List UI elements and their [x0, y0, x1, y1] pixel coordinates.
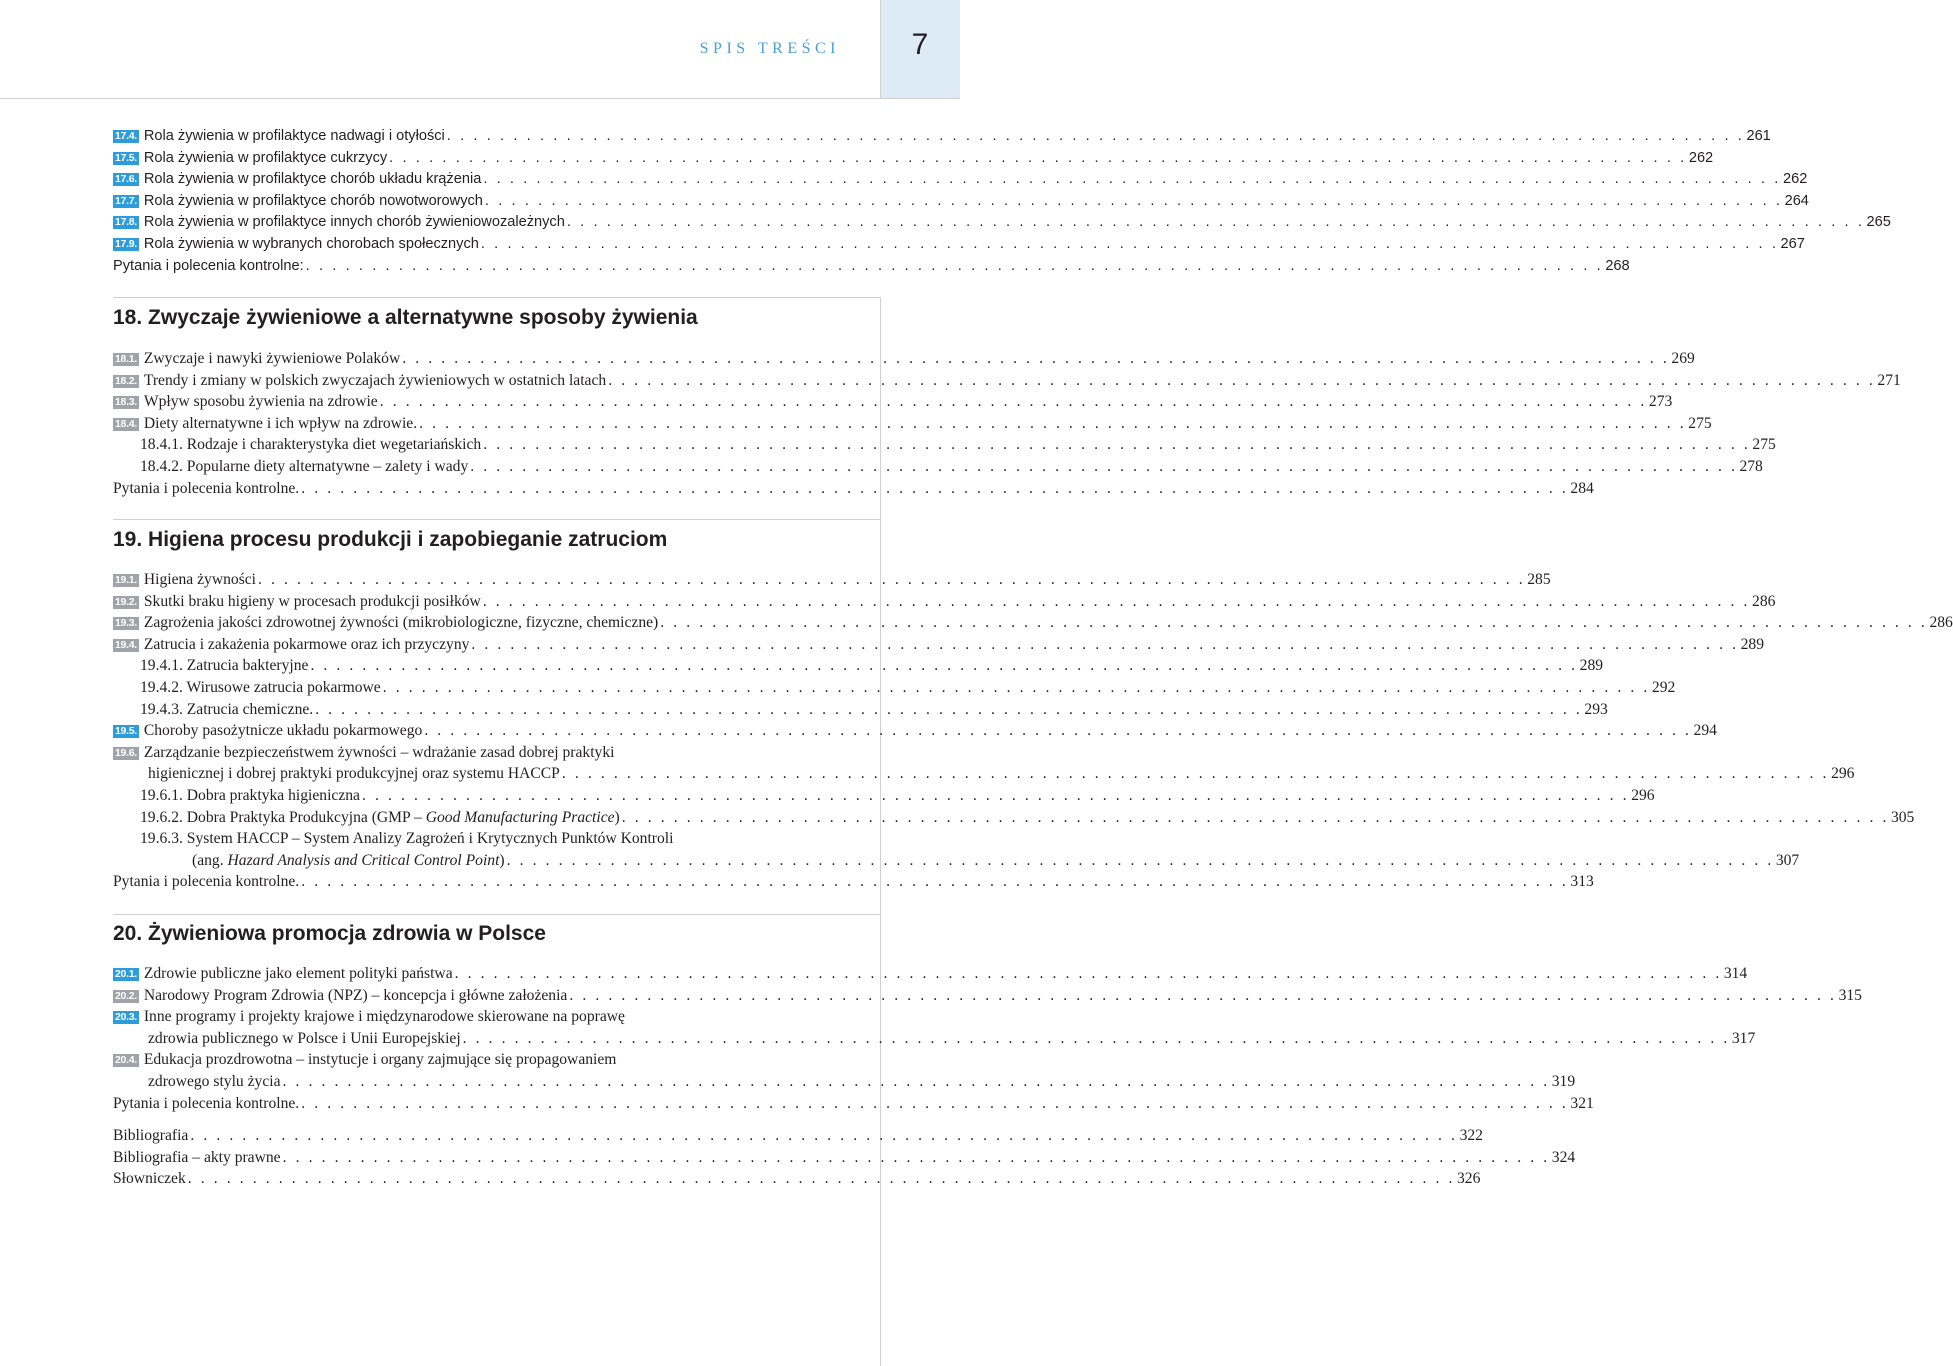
toc-entry[interactable]	[113, 1006, 823, 1028]
leader-dots: . . . . . . . . . . . . . . . . . . . . . . . . . . . . . . . . . . . . . . . . . . . . . . . . . . . . . . . . . . . . . . . . . . . . . . . . . . . . . . . . . . . . . . . . . . . . . . . . . .	[483, 436, 1751, 454]
toc-entry[interactable]	[113, 391, 1673, 413]
section-number-badge: 19.2.	[115, 595, 137, 608]
leader-dots: . . . . . . . . . . . . . . . . . . . . . . . . . . . . . . . . . . . . . . . . . . . . . . . . . . . . . . . . . . . . . . . . . . . . . . . . . . . . . . . . . . . . . . . . . . . . . . . . . .	[301, 1094, 1569, 1112]
toc-back-matter	[113, 1125, 1576, 1190]
toc-entry-label: Rola żywienia w profilaktyce cukrzycy	[143, 149, 388, 166]
toc-entry-questions[interactable]	[113, 478, 1594, 500]
toc-entry[interactable]	[113, 1049, 823, 1071]
leader-dots: . . . . . . . . . . . . . . . . . . . . . . . . . . . . . . . . . . . . . . . . . . . . . . . . . . . . . . . . . . . . . . . . . . . . . . . . . . . . . . . . . . . . . . . . . . . . . . . . . .	[483, 171, 1781, 188]
section-number-badge: 20.4.	[115, 1054, 137, 1067]
toc-entry-page: 264	[1784, 192, 1809, 209]
toc-entry[interactable]	[113, 370, 1901, 392]
toc-entry-page: 322	[1459, 1127, 1483, 1144]
leader-dots: . . . . . . . . . . . . . . . . . . . . . . . . . . . . . . . . . . . . . . . . . . . . . . . . . . . . . . . . . . . . . . . . . . . . . . . . . . . . . . . . . . . . . . . . . . . . . . . . . .	[608, 371, 1876, 389]
toc-entry-label: Pytania i polecenia kontrolne.	[113, 1094, 300, 1112]
leader-dots: . . . . . . . . . . . . . . . . . . . . . . . . . . . . . . . . . . . . . . . . . . . . . . . . . . . . . . . . . . . . . . . . . . . . . . . . . . . . . . . . . . . . . . . . . . . . . . . . . .	[561, 765, 1830, 783]
toc-entry-label: Rola żywienia w profilaktyce chorób układu krążenia	[143, 171, 482, 188]
toc-entry[interactable]	[113, 169, 1808, 191]
leader-dots: . . . . . . . . . . . . . . . . . . . . . . . . . . . . . . . . . . . . . . . . . . . . . . . . . . . . . . . . . . . . . . . . . . . . . . . . . . . . . . . . . . . . . . . . . . . . . . . . . .	[424, 722, 1692, 740]
section-number-badge: 20.3.	[115, 1011, 137, 1024]
toc-entry-label: Narodowy Program Zdrowia (NPZ) – koncepcja i główne założenia	[143, 986, 568, 1004]
toc-entry-label: 19.6.2. Dobra Praktyka Produkcyjna (GMP –	[140, 808, 426, 826]
toc-entry-page: 292	[1651, 678, 1676, 696]
toc-entry-page: 273	[1648, 393, 1673, 411]
toc-entry[interactable]	[113, 720, 1717, 742]
leader-dots: . . . . . . . . . . . . . . . . . . . . . . . . . . . . . . . . . . . . . . . . . . . . . . . . . . . . . . . . . . . . . . . . . . . . . . . . . . . . . . . . . . . . . . . . . . . . . . . . . .	[506, 851, 1774, 869]
toc-entry-label-suffix: )	[614, 808, 620, 826]
toc-chapter-19	[113, 569, 1953, 893]
toc-entry-bibliography[interactable]	[113, 1125, 1483, 1147]
toc-entry-label: Bibliografia	[113, 1127, 189, 1144]
toc-entry-page: 294	[1693, 722, 1717, 740]
toc-entry[interactable]	[113, 569, 1551, 591]
leader-dots: . . . . . . . . . . . . . . . . . . . . . . . . . . . . . . . . . . . . . . . . . . . . . . . . . . . . . . . . . . . . . . . . . . . . . . . . . . . . . . . . . . . . . . . . . . . . . . . . . .	[190, 1127, 1458, 1144]
leader-dots: . . . . . . . . . . . . . . . . . . . . . . . . . . . . . . . . . . . . . . . . . . . . . . . . . . . . . . . . . . . . . . . . . . . . . . . . . . . . . . . . . . . . . . . . . . . . . . . . . .	[660, 614, 1928, 632]
leader-dots: . . . . . . . . . . . . . . . . . . . . . . . . . . . . . . . . . . . . . . . . . . . . . . . . . . . . . . . . . . . . . . . . . . . . . . . . . . . . . . . . . . . . . . . . . . . . . . . . . .	[187, 1170, 1455, 1188]
toc-entry-page: 285	[1527, 571, 1551, 588]
toc-entry-questions[interactable]	[113, 871, 1594, 893]
toc-entry-page: 284	[1570, 479, 1594, 497]
toc-entry[interactable]	[113, 413, 1712, 435]
toc-entry-label: Zarządzanie bezpieczeństwem żywności – wdrażanie zasad dobrej praktyki	[143, 743, 615, 761]
toc-entry[interactable]	[113, 191, 1809, 213]
toc-entry-page: 317	[1731, 1029, 1756, 1047]
toc-entry-page: 278	[1739, 457, 1763, 475]
toc-entry-page: 296	[1631, 786, 1655, 804]
toc-entry-page: 286	[1929, 614, 1953, 632]
leader-dots: . . . . . . . . . . . . . . . . . . . . . . . . . . . . . . . . . . . . . . . . . . . . . . . . . . . . . . . . . . . . . . . . . . . . . . . . . . . . . . . . . . . . . . . . . . . . . . . . . .	[454, 965, 1722, 982]
toc-chapter-20	[113, 963, 1862, 1114]
toc-subentry[interactable]	[113, 434, 1776, 456]
toc-entry-page: 275	[1752, 436, 1776, 454]
toc-entry-label: 18.4.2. Popularne diety alternatywne – zalety i wady	[140, 457, 469, 475]
section-number-badge: 19.3.	[115, 617, 137, 630]
toc-entry-page: 326	[1456, 1170, 1481, 1188]
toc-entry[interactable]	[113, 212, 1891, 234]
toc-entry-page: 307	[1775, 851, 1800, 869]
toc-subentry[interactable]	[113, 828, 823, 850]
toc-entry-label: Edukacja prozdrowotna – instytucje i organy zajmujące się propagowaniem	[143, 1051, 617, 1069]
toc-entry-label: 19.4.3. Zatrucia chemiczne.	[140, 700, 314, 718]
toc-entry-page: 296	[1831, 765, 1855, 783]
toc-entry-page: 315	[1838, 986, 1862, 1004]
section-number-badge: 17.7.	[115, 194, 137, 207]
toc-entry-label: Pytania i polecenia kontrolne.	[113, 873, 300, 891]
toc-entry-label: Inne programy i projekty krajowe i międzynarodowe skierowane na poprawę	[143, 1008, 625, 1026]
toc-entry-label: (ang.	[192, 851, 228, 869]
section-number-badge: 19.5.	[115, 725, 137, 738]
toc-subentry[interactable]	[113, 655, 1604, 677]
header-tab-rule	[880, 0, 881, 98]
toc-entry-label: Skutki braku higieny w procesach produkcji posiłków	[143, 592, 481, 610]
toc-entry-label: Higiena żywności	[143, 571, 257, 588]
section-number-badge: 18.1.	[115, 353, 137, 365]
section-number-badge: 18.3.	[115, 396, 137, 409]
chapter-divider	[113, 519, 880, 520]
toc-entry-page: 265	[1866, 214, 1891, 231]
toc-entry[interactable]	[113, 963, 1748, 985]
leader-dots: . . . . . . . . . . . . . . . . . . . . . . . . . . . . . . . . . . . . . . . . . . . . . . . . . . . . . . . . . . . . . . . . . . . . . . . . . . . . . . . . . . . . . . . . . . . . . . . . . .	[470, 457, 1738, 475]
toc-entry-page: 313	[1570, 873, 1594, 891]
toc-entry[interactable]	[113, 612, 1953, 634]
chapter-divider	[113, 297, 880, 298]
section-number-badge: 20.2.	[115, 989, 137, 1002]
toc-entry-label: Diety alternatywne i ich wpływ na zdrowie.	[143, 414, 418, 432]
toc-subentry[interactable]	[113, 807, 1915, 829]
toc-entry-page: 305	[1890, 808, 1915, 826]
toc-entry-label: Rola żywienia w profilaktyce nadwagi i otyłości	[143, 128, 445, 144]
toc-entry-page: 289	[1579, 657, 1604, 675]
toc-entry-label-italic: Good Manufacturing Practice	[425, 808, 615, 826]
toc-entry[interactable]	[113, 742, 823, 764]
leader-dots: . . . . . . . . . . . . . . . . . . . . . . . . . . . . . . . . . . . . . . . . . . . . . . . . . . . . . . . . . . . . . . . . . . . . . . . . . . . . . . . . . . . . . . . . . . . . . . . . . .	[419, 414, 1687, 432]
toc-entry-page: 319	[1551, 1072, 1576, 1090]
toc-entry[interactable]	[113, 985, 1862, 1007]
leader-dots: . . . . . . . . . . . . . . . . . . . . . . . . . . . . . . . . . . . . . . . . . . . . . . . . . . . . . . . . . . . . . . . . . . . . . . . . . . . . . . . . . . . . . . . . . . . . . . . . . .	[315, 700, 1583, 718]
section-number-badge: 17.6.	[115, 173, 137, 186]
running-head: SPIS TREŚCI	[699, 40, 840, 57]
leader-dots: . . . . . . . . . . . . . . . . . . . . . . . . . . . . . . . . . . . . . . . . . . . . . . . . . . . . . . . . . . . . . . . . . . . . . . . . . . . . . . . . . . . . . . . . . . . . . . . . . .	[471, 635, 1739, 653]
leader-dots: . . . . . . . . . . . . . . . . . . . . . . . . . . . . . . . . . . . . . . . . . . . . . . . . . . . . . . . . . . . . . . . . . . . . . . . . . . . . . . . . . . . . . . . . . . . . . . . . . .	[566, 214, 1865, 231]
toc-subentry-continuation[interactable]	[113, 850, 1800, 872]
toc-entry[interactable]	[113, 591, 1776, 613]
toc-subentry[interactable]	[113, 699, 1608, 721]
section-number-badge: 17.4.	[115, 130, 137, 142]
toc-entry-label: 19.6.1. Dobra praktyka higieniczna	[140, 786, 360, 804]
toc-entry-label: Rola żywienia w wybranych chorobach społecznych	[143, 235, 479, 252]
leader-dots: . . . . . . . . . . . . . . . . . . . . . . . . . . . . . . . . . . . . . . . . . . . . . . . . . . . . . . . . . . . . . . . . . . . . . . . . . . . . . . . . . . . . . . . . . . . . . . . . . .	[402, 350, 1670, 367]
toc-entry-page: 268	[1605, 257, 1630, 274]
toc-entry-page: 271	[1877, 371, 1901, 389]
toc-entry-label: Bibliografia – akty prawne	[113, 1148, 281, 1166]
toc-entry-page: 314	[1723, 965, 1748, 982]
section-number-badge: 20.1.	[115, 968, 137, 980]
toc-entry-label: Zdrowie publiczne jako element polityki państwa	[143, 965, 453, 982]
section-number-badge: 19.1.	[115, 574, 137, 586]
leader-dots: . . . . . . . . . . . . . . . . . . . . . . . . . . . . . . . . . . . . . . . . . . . . . . . . . . . . . . . . . . . . . . . . . . . . . . . . . . . . . . . . . . . . . . . . . . . . . . . . . .	[480, 235, 1779, 252]
toc-entry-page: 269	[1671, 350, 1695, 367]
header-rule	[0, 98, 960, 99]
toc-entry-page: 262	[1782, 171, 1808, 188]
toc-chapter-17	[113, 126, 1891, 277]
toc-entry-continuation[interactable]	[113, 1028, 1756, 1050]
toc-entry-label: 18.4.1. Rodzaje i charakterystyka diet wegetariańskich	[140, 436, 482, 454]
leader-dots: . . . . . . . . . . . . . . . . . . . . . . . . . . . . . . . . . . . . . . . . . . . . . . . . . . . . . . . . . . . . . . . . . . . . . . . . . . . . . . . . . . . . . . . . . . . . . . . . . .	[361, 786, 1630, 804]
leader-dots: . . . . . . . . . . . . . . . . . . . . . . . . . . . . . . . . . . . . . . . . . . . . . . . . . . . . . . . . . . . . . . . . . . . . . . . . . . . . . . . . . . . . . . . . . . . . . . . . . .	[482, 592, 1751, 610]
leader-dots: . . . . . . . . . . . . . . . . . . . . . . . . . . . . . . . . . . . . . . . . . . . . . . . . . . . . . . . . . . . . . . . . . . . . . . . . . . . . . . . . . . . . . . . . . . . . . . . . . .	[621, 808, 1889, 826]
toc-entry-label: Zagrożenia jakości zdrowotnej żywności (mikrobiologiczne, fizyczne, chemiczne)	[143, 614, 659, 632]
toc-entry-label: Rola żywienia w profilaktyce innych chorób żywieniowozależnych	[143, 214, 565, 231]
toc-entry[interactable]	[113, 148, 1714, 170]
leader-dots: . . . . . . . . . . . . . . . . . . . . . . . . . . . . . . . . . . . . . . . . . . . . . . . . . . . . . . . . . . . . . . . . . . . . . . . . . . . . . . . . . . . . . . . . . . . . . . . . . .	[258, 571, 1526, 588]
section-number-badge: 18.2.	[115, 374, 137, 387]
section-number-badge: 19.4.	[115, 638, 137, 651]
toc-entry-label: zdrowego stylu życia	[148, 1072, 281, 1090]
toc-entry-page: 275	[1688, 414, 1712, 432]
toc-entry-label: Wpływ sposobu żywienia na zdrowie	[143, 393, 378, 411]
section-number-badge: 17.5.	[115, 151, 137, 164]
leader-dots: . . . . . . . . . . . . . . . . . . . . . . . . . . . . . . . . . . . . . . . . . . . . . . . . . . . . . . . . . . . . . . . . . . . . . . . . . . . . . . . . . . . . . . . . . . . . . . . . . .	[305, 257, 1604, 274]
leader-dots: . . . . . . . . . . . . . . . . . . . . . . . . . . . . . . . . . . . . . . . . . . . . . . . . . . . . . . . . . . . . . . . . . . . . . . . . . . . . . . . . . . . . . . . . . . . . . . . . . .	[446, 128, 1745, 144]
toc-entry[interactable]	[113, 348, 1695, 370]
chapter-title[interactable]: 18. Zwyczaje żywieniowe a alternatywne sposoby żywienia	[113, 306, 698, 329]
leader-dots: . . . . . . . . . . . . . . . . . . . . . . . . . . . . . . . . . . . . . . . . . . . . . . . . . . . . . . . . . . . . . . . . . . . . . . . . . . . . . . . . . . . . . . . . . . . . . . . . . .	[379, 393, 1647, 411]
toc-entry[interactable]	[113, 126, 1771, 148]
toc-entry-label: 19.6.3. System HACCP – System Analizy Zagrożeń i Krytycznych Punktów Kontroli	[140, 830, 674, 848]
toc-entry-page: 261	[1746, 128, 1771, 144]
leader-dots: . . . . . . . . . . . . . . . . . . . . . . . . . . . . . . . . . . . . . . . . . . . . . . . . . . . . . . . . . . . . . . . . . . . . . . . . . . . . . . . . . . . . . . . . . . . . . . . . . .	[382, 678, 1650, 696]
toc-entry-label: zdrowia publicznego w Polsce i Unii Europejskiej	[148, 1029, 461, 1047]
toc-entry-page: 267	[1780, 235, 1805, 252]
chapter-title[interactable]: 20. Żywieniowa promocja zdrowia w Polsce	[113, 922, 546, 945]
toc-entry-page: 324	[1551, 1148, 1576, 1166]
section-number-badge: 18.4.	[115, 417, 137, 430]
toc-entry-page: 321	[1570, 1094, 1594, 1112]
toc-entry-label: Zatrucia i zakażenia pokarmowe oraz ich przyczyny	[143, 635, 470, 653]
toc-subentry[interactable]	[113, 456, 1763, 478]
toc-entry-page: 286	[1752, 592, 1776, 610]
toc-entry-page: 262	[1688, 149, 1714, 166]
section-number-badge: 17.9.	[115, 237, 137, 250]
toc-entry[interactable]	[113, 234, 1805, 256]
toc-entry-label: higienicznej i dobrej praktyki produkcyjnej oraz systemu HACCP	[148, 765, 560, 783]
toc-entry-page: 289	[1740, 635, 1765, 653]
leader-dots: . . . . . . . . . . . . . . . . . . . . . . . . . . . . . . . . . . . . . . . . . . . . . . . . . . . . . . . . . . . . . . . . . . . . . . . . . . . . . . . . . . . . . . . . . . . . . . . . . .	[301, 479, 1569, 497]
toc-entry-glossary[interactable]	[113, 1168, 1481, 1190]
toc-subentry[interactable]	[113, 785, 1655, 807]
chapter-divider	[113, 914, 880, 915]
leader-dots: . . . . . . . . . . . . . . . . . . . . . . . . . . . . . . . . . . . . . . . . . . . . . . . . . . . . . . . . . . . . . . . . . . . . . . . . . . . . . . . . . . . . . . . . . . . . . . . . . .	[389, 149, 1687, 166]
toc-entry-label: Rola żywienia w profilaktyce chorób nowotworowych	[143, 192, 483, 209]
toc-entry-label: Trendy i zmiany w polskich zwyczajach żywieniowych w ostatnich latach	[143, 371, 607, 389]
page-number: 7	[911, 28, 929, 61]
toc-entry-label: 19.4.2. Wirusowe zatrucia pokarmowe	[140, 678, 381, 696]
leader-dots: . . . . . . . . . . . . . . . . . . . . . . . . . . . . . . . . . . . . . . . . . . . . . . . . . . . . . . . . . . . . . . . . . . . . . . . . . . . . . . . . . . . . . . . . . . . . . . . . . .	[282, 1072, 1550, 1090]
chapter-title[interactable]: 19. Higiena procesu produkcji i zapobieganie zatruciom	[113, 528, 668, 551]
toc-entry-label: Pytania i polecenia kontrolne.	[113, 479, 300, 497]
toc-entry-continuation[interactable]	[113, 763, 1855, 785]
section-number-badge: 17.8.	[115, 216, 137, 229]
toc-entry-questions[interactable]	[113, 256, 1630, 278]
toc-entry[interactable]	[113, 634, 1765, 656]
leader-dots: . . . . . . . . . . . . . . . . . . . . . . . . . . . . . . . . . . . . . . . . . . . . . . . . . . . . . . . . . . . . . . . . . . . . . . . . . . . . . . . . . . . . . . . . . . . . . . . . . .	[282, 1148, 1550, 1166]
section-number-badge: 19.6.	[115, 746, 137, 759]
toc-entry-label-italic: Hazard Analysis and Critical Control Point	[227, 851, 500, 869]
toc-entry-legal-bibliography[interactable]	[113, 1147, 1576, 1169]
leader-dots: . . . . . . . . . . . . . . . . . . . . . . . . . . . . . . . . . . . . . . . . . . . . . . . . . . . . . . . . . . . . . . . . . . . . . . . . . . . . . . . . . . . . . . . . . . . . . . . . . .	[301, 873, 1569, 891]
toc-subentry[interactable]	[113, 677, 1676, 699]
toc-entry-page: 293	[1584, 700, 1608, 718]
toc-entry-questions[interactable]	[113, 1093, 1594, 1115]
toc-entry-label: 19.4.1. Zatrucia bakteryjne	[140, 657, 309, 675]
leader-dots: . . . . . . . . . . . . . . . . . . . . . . . . . . . . . . . . . . . . . . . . . . . . . . . . . . . . . . . . . . . . . . . . . . . . . . . . . . . . . . . . . . . . . . . . . . . . . . . . . .	[569, 986, 1837, 1004]
toc-entry-label: Zwyczaje i nawyki żywieniowe Polaków	[143, 350, 401, 367]
toc-chapter-18	[113, 348, 1901, 499]
leader-dots: . . . . . . . . . . . . . . . . . . . . . . . . . . . . . . . . . . . . . . . . . . . . . . . . . . . . . . . . . . . . . . . . . . . . . . . . . . . . . . . . . . . . . . . . . . . . . . . . . .	[462, 1029, 1730, 1047]
toc-entry-continuation[interactable]	[113, 1071, 1576, 1093]
leader-dots: . . . . . . . . . . . . . . . . . . . . . . . . . . . . . . . . . . . . . . . . . . . . . . . . . . . . . . . . . . . . . . . . . . . . . . . . . . . . . . . . . . . . . . . . . . . . . . . . . .	[310, 657, 1578, 675]
toc-entry-label: Słowniczek	[113, 1170, 186, 1188]
toc-entry-label-suffix: )	[499, 851, 505, 869]
leader-dots: . . . . . . . . . . . . . . . . . . . . . . . . . . . . . . . . . . . . . . . . . . . . . . . . . . . . . . . . . . . . . . . . . . . . . . . . . . . . . . . . . . . . . . . . . . . . . . . . . .	[484, 192, 1783, 209]
toc-entry-label: Choroby pasożytnicze układu pokarmowego	[143, 722, 423, 740]
toc-entry-label: Pytania i polecenia kontrolne:	[113, 257, 304, 274]
